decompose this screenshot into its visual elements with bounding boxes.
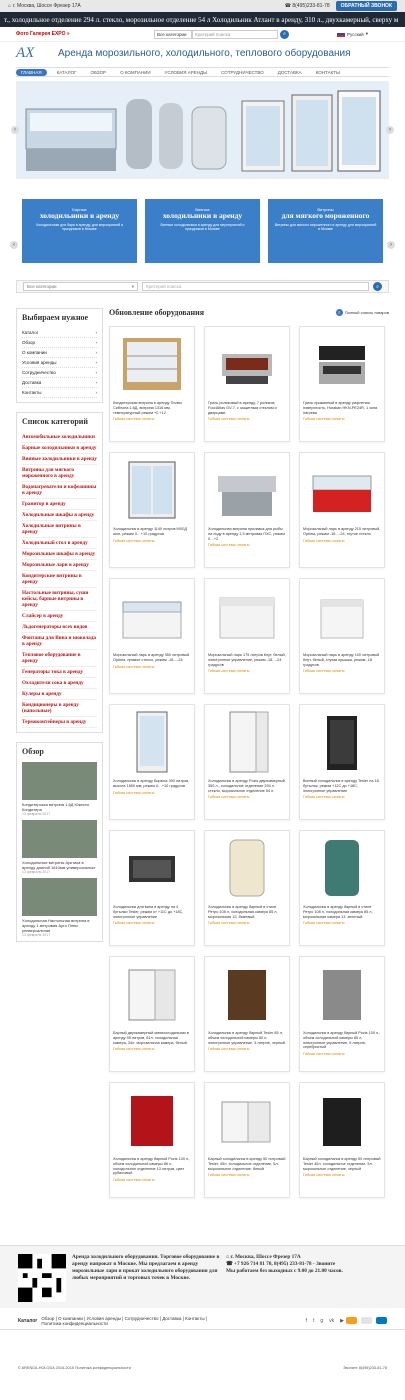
product-photo (115, 836, 189, 900)
home-icon: ⌂ (226, 1254, 230, 1260)
chevron-right-icon: › (95, 360, 97, 365)
product-image[interactable] (113, 834, 191, 902)
catalog-search-input[interactable]: Критерий поиска (142, 282, 369, 291)
review-image[interactable] (22, 820, 97, 858)
nav-item-delivery[interactable]: ДОСТАВКА (277, 69, 302, 75)
product-card[interactable] (204, 578, 290, 694)
chevron-right-icon: › (95, 340, 97, 345)
product-payment-link[interactable]: Гибкая система оплаты (113, 664, 155, 669)
all-products-link[interactable]: ≡ Полный список товаров (336, 309, 389, 316)
product-image[interactable] (113, 456, 191, 524)
product-photo (210, 332, 284, 396)
footer-text: Аренда холодильного оборудования. Торговое оборудование в аренду напрокат в Москве. Мы предлагаем в аренду морозильные лари и прокат холодильного оборудования для любых мероприятий и торговых точек в Москве. (72, 1254, 220, 1281)
product-card[interactable] (204, 956, 290, 1072)
category-item[interactable]: Льдогенераторы всех видов (22, 622, 97, 633)
review-caption[interactable]: Кондитерская витрина 1.6Д Южного Кондитера (22, 802, 90, 812)
product-title[interactable]: Барный холодильник в аренду 50 литровый Tesler 45л. холодильное отделение, 5л. морозильное отделение, черный (303, 1157, 381, 1171)
review-item[interactable] (22, 878, 97, 937)
chevron-right-icon: › (95, 350, 97, 355)
product-image[interactable] (113, 582, 191, 650)
chevron-right-icon: › (95, 380, 97, 385)
product-payment-link[interactable]: Гибкая система оплаты (208, 1173, 250, 1178)
category-select[interactable]: Все категории (154, 30, 192, 39)
product-payment-link[interactable]: Гибкая система оплаты (113, 790, 155, 795)
payment-icons (346, 1317, 387, 1324)
product-title[interactable]: Холодильник в аренду барный в стиле Ретро 108 л, холодильная камера 85 л, морозильная 13, бежевый (208, 905, 278, 919)
top-bar (0, 0, 405, 12)
search-icon: ⌕ (283, 31, 286, 37)
product-image[interactable] (303, 960, 381, 1028)
search-icon: ⌕ (376, 283, 379, 290)
product-title[interactable]: Холодильная витрина прилавок для рыбы на льду в аренду 1,5 метровая ПХС, режим 0…+2 (208, 527, 285, 541)
product-photo (115, 962, 189, 1026)
category-item[interactable]: Кондитерские витрины в аренду (22, 571, 97, 588)
product-photo (210, 458, 284, 522)
product-image[interactable] (208, 1086, 286, 1154)
hero-banner-image (16, 81, 389, 179)
category-item[interactable]: Водонагреватели и кофеашины в аренду (22, 482, 97, 499)
product-title[interactable]: Барный двухкамерный минихолодильник в аренду 95 литров, 61л. холодильная камера, 34л. морозильная камера, белый (113, 1031, 189, 1045)
sidebar-menu-item[interactable] (22, 348, 97, 358)
chevron-right-icon: › (95, 330, 97, 335)
product-title[interactable]: Гриль прижимной в аренду рифленая поверхность, Hurakan HKN-PE24R, 1 зона нагрева (303, 401, 378, 415)
category-item[interactable]: Фонтаны для Вина и шоколада в аренду (22, 633, 97, 650)
product-image[interactable] (208, 708, 286, 776)
product-photo (210, 584, 284, 648)
nav-item-home[interactable]: ГЛАВНАЯ (16, 69, 47, 76)
search-button[interactable] (280, 30, 289, 39)
product-title[interactable]: Холодильник в аренду Бирюса 300 литров, высота 1650 мм, режим 0…+10 градусов (113, 779, 190, 788)
category-item[interactable]: Охладители сока в аренду (22, 678, 97, 689)
product-grid (109, 326, 389, 1198)
product-title[interactable]: Холодильник в аренду барный Pozis 100 л., объем холодильной камеры 86 л, холодильное отделение 13 литров, цвет рубиновый (113, 1157, 191, 1176)
social-links (306, 1318, 344, 1324)
product-card[interactable] (204, 1082, 290, 1198)
category-item[interactable]: Автомобильные холодильники (22, 432, 97, 443)
product-photo (115, 458, 189, 522)
product-title[interactable]: Холодильник в аренду барный Pozis 100 л., объем холодильной камеры 85 л, электронное управление, 5 литров, серебристый (303, 1031, 381, 1050)
review-item[interactable] (22, 820, 97, 874)
sidebar-menu-title: Выбираем нужное (22, 313, 89, 322)
review-widget (16, 742, 103, 942)
nav-item-about[interactable]: О КОМПАНИИ (120, 69, 151, 75)
promo-wine-fridges[interactable]: Винные холодильники в аренду Винные холодильники в аренду для мероприятий и праздников в Москве (145, 199, 260, 263)
sidebar-menu-item[interactable] (22, 328, 97, 338)
product-card[interactable] (299, 956, 385, 1072)
product-card[interactable] (299, 1082, 385, 1198)
review-date: 13 февраля 2017 (22, 870, 51, 874)
phone[interactable]: ☎ 8(495)233-81-78 (284, 3, 330, 9)
product-payment-link[interactable]: Гибкая система оплаты (303, 417, 345, 422)
product-photo (305, 332, 379, 396)
category-item[interactable]: Винные холодильники в аренду (22, 454, 97, 465)
hero-slider[interactable] (16, 81, 389, 179)
category-item[interactable]: Термоконтейнеры в аренду (22, 717, 97, 728)
product-image[interactable] (113, 330, 191, 398)
product-payment-link[interactable]: Гибкая система оплаты (208, 795, 250, 800)
product-photo (305, 458, 379, 522)
product-title[interactable]: Холодильник в аренду Pozis двухкамерный 350 л., холодильное отделение 294 л. стекло, морозильное отделение 54 л. (208, 779, 285, 793)
sidebar-menu-item[interactable] (22, 368, 97, 378)
sidebar-menu (16, 308, 103, 403)
sidebar-menu-label: Каталог (22, 330, 39, 335)
product-image[interactable] (208, 834, 286, 902)
nav-item-catalog[interactable]: КАТАЛОГ (56, 69, 77, 75)
product-image[interactable] (303, 834, 381, 902)
product-payment-link[interactable]: Гибкая система оплаты (303, 669, 345, 674)
product-title[interactable]: Холодильник в аренду барный в стиле Ретро 108 л, холодильная камера 85 л, морозильная камера 13, зеленый (303, 905, 373, 919)
nav-item-terms[interactable]: УСЛОВИЯ АРЕНДЫ (164, 69, 208, 75)
logo[interactable]: AX (16, 44, 35, 61)
product-image[interactable] (303, 456, 381, 524)
product-card[interactable] (109, 830, 195, 946)
chevron-right-icon: › (95, 370, 97, 375)
sidebar-menu-label: Контакты (22, 390, 42, 395)
product-card[interactable] (299, 830, 385, 946)
phone-icon: ☎ (226, 1261, 233, 1267)
category-item[interactable]: Кулеры в аренду (22, 689, 97, 700)
nav-item-review[interactable]: ОБЗОР (90, 69, 107, 75)
product-card[interactable] (204, 326, 290, 442)
category-item[interactable]: Холодильный стол в аренду (22, 538, 97, 549)
facebook-icon[interactable]: f (305, 1317, 307, 1324)
footer-phone[interactable]: Звоните 8(495)233-81-78 (343, 1366, 387, 1370)
category-list-title: Список категорий (22, 417, 89, 426)
news-ticker[interactable]: т., холодильное отделение 294 л. стекло, морозильное отделение 54 л Холодильник Атлант в аренду, 310 л., двухкамерный, сверху м (0, 12, 405, 27)
product-image[interactable] (113, 1086, 191, 1154)
footer-contacts: ⌂ г. Москва, Шоссе Фрезер 17А ☎ +7 926 714 81 70, 8(495) 233-81-78 - Звоните Мы работаем без выходных с 9.00 до 21.00 часов. (226, 1254, 343, 1274)
header-search-row (0, 27, 405, 42)
product-title[interactable]: Холодильник для вина в аренду на 4 бутылки Tesler, режим от +11С до +18С, электронное управление (113, 905, 184, 919)
product-image[interactable] (113, 708, 191, 776)
product-card[interactable] (109, 326, 195, 442)
product-image[interactable] (303, 582, 381, 650)
copyright: © ARENDA-HOLODA 2016-2018 Политика конфиденциальности (18, 1366, 131, 1370)
product-payment-link[interactable]: Гибкая система оплаты (208, 543, 250, 548)
sidebar-menu-label: Сотрудничество (22, 370, 56, 375)
product-card[interactable] (299, 704, 385, 820)
site-title: Аренда морозильного, холодильного, теплового оборудования (58, 47, 351, 59)
youtube-icon[interactable]: ▶ (340, 1317, 344, 1324)
chevron-down-icon: ▾ (131, 283, 134, 289)
promo-next-arrow[interactable]: › (387, 241, 395, 249)
product-title[interactable]: Винный холодильник в аренду Tesler на 18 бутылок, режим +12С до +18С, электронное управление (303, 779, 379, 793)
review-image[interactable] (22, 878, 97, 916)
product-card[interactable] (109, 704, 195, 820)
mastercard-icon (346, 1317, 357, 1324)
visa-icon (361, 1317, 372, 1324)
footer-links (0, 1312, 405, 1330)
chevron-down-icon: ▾ (365, 31, 368, 36)
product-photo (115, 584, 189, 648)
footer-nav-links[interactable]: Обзор | О компании | Условия аренды | Сотрудничество | Доставка | Контакты | Политика конфиденциальности (41, 1315, 208, 1326)
content (109, 308, 389, 1198)
product-payment-link[interactable]: Гибкая система оплаты (208, 921, 250, 926)
product-photo (210, 1088, 284, 1152)
product-image[interactable] (208, 582, 286, 650)
copyright-bar (0, 1366, 405, 1370)
product-photo (305, 962, 379, 1026)
product-payment-link[interactable]: Гибкая система оплаты (303, 1173, 345, 1178)
language-select[interactable]: Русский ▾ (337, 31, 368, 37)
product-payment-link[interactable]: Гибкая система оплаты (113, 1178, 155, 1183)
product-photo (305, 710, 379, 774)
product-payment-link[interactable]: Гибкая система оплаты (113, 538, 155, 543)
product-card[interactable] (204, 704, 290, 820)
product-photo (305, 1088, 379, 1152)
product-title[interactable]: Морозильный ларь в аренду 350 литровый Optima, прямое стекло, режим -18…-24 (113, 653, 190, 662)
product-card[interactable] (109, 1082, 195, 1198)
product-card[interactable] (299, 578, 385, 694)
product-image[interactable] (208, 330, 286, 398)
product-card[interactable] (204, 452, 290, 568)
product-title[interactable]: Барный холодильник в аренду 50 литровый Tesler, 45л. холодильное отделение, 5л. морозильное отделение, белый (208, 1157, 286, 1171)
product-title[interactable]: Морозильный ларь в аренду 100 литровый Кнут, белый, глухая крышка, режим -18 градусов (303, 653, 380, 667)
category-item[interactable]: Слайсер в аренду (22, 611, 97, 622)
sidebar-menu-label: Доставка (22, 380, 42, 385)
sidebar-menu-label: О компании (22, 350, 47, 355)
list-icon: ≡ (336, 309, 343, 316)
twitter-icon[interactable]: t (312, 1317, 315, 1324)
product-photo (115, 332, 189, 396)
qr-code-icon (18, 1254, 66, 1302)
review-item[interactable] (22, 762, 97, 816)
promo-banners (22, 199, 383, 263)
sidebar-menu-label: Обзор (22, 340, 35, 345)
category-item[interactable]: Кондиционеры в аренду (напольные) (22, 700, 97, 717)
sidebar-menu-item[interactable] (22, 378, 97, 388)
category-item[interactable]: Генераторы тока в аренду (22, 667, 97, 678)
google-plus-icon[interactable]: g (320, 1317, 324, 1324)
category-list (16, 412, 103, 733)
main-area (16, 308, 389, 1198)
catalog-category-select[interactable]: Все категории ▾ (23, 282, 138, 291)
product-payment-link[interactable]: Гибкая система оплаты (208, 1047, 250, 1052)
sidebar-menu-item[interactable] (22, 338, 97, 348)
vk-icon[interactable]: vk (329, 1317, 335, 1324)
slider-next-arrow[interactable]: › (386, 126, 394, 134)
product-title[interactable]: Холодильник в аренду барный Tesler 85 л, объем холодильной камеры 80 л, электронное управление, 5 литров, черный (208, 1031, 285, 1045)
product-card[interactable] (109, 956, 195, 1072)
main-nav (16, 67, 389, 77)
product-title[interactable]: Холодильник в аренду 1140 литров МХ0Д шоп, режим 0…+10 градусов (113, 527, 187, 536)
category-item[interactable]: Морозильные шкафы в аренду (22, 549, 97, 560)
product-photo (115, 1088, 189, 1152)
product-photo (210, 836, 284, 900)
product-title[interactable]: Морозильный ларь в аренду 215 литровый, Optima, режим -18…-24, гнутое стекло (303, 527, 381, 536)
category-item[interactable]: Морозильные лари в аренду (22, 560, 97, 571)
review-image[interactable] (22, 762, 97, 800)
product-image[interactable] (208, 456, 286, 524)
product-title[interactable]: Морозильный ларь 175 литров Кнут, белый, электронное управление, режим -18…-24 градусов (208, 653, 286, 667)
product-image[interactable] (303, 1086, 381, 1154)
product-payment-link[interactable]: Гибкая система оплаты (208, 669, 250, 674)
phone-icon: ☎ (284, 3, 292, 9)
product-payment-link[interactable]: Гибкая система оплаты (303, 1052, 345, 1057)
slider-prev-arrow[interactable]: ‹ (11, 126, 19, 134)
promo-prev-arrow[interactable]: ‹ (10, 241, 18, 249)
callback-button[interactable]: ОБРАТНЫЙ ЗВОНОК (336, 1, 397, 11)
product-photo (210, 710, 284, 774)
promo-bar-fridges[interactable]: Барные холодильники в аренду Холодильники для бара в аренду, для мероприятий и праздников в Москве (22, 199, 137, 263)
product-photo (305, 836, 379, 900)
sidebar-menu-item[interactable] (22, 388, 97, 398)
content-title: Обновление оборудования (109, 308, 205, 317)
expo-gallery-link[interactable]: Фото Галерея EXPO » (16, 31, 70, 37)
address: ⌂ г. Москва, Шоссе Фрезер 17А (8, 3, 81, 9)
product-title[interactable]: Кондитерская витрина в аренду Полюс Сиблона 1.6Д, витрина 1316 мм, температурный режим +0 +12 (113, 401, 183, 415)
maestro-icon (376, 1317, 387, 1324)
home-icon: ⌂ (8, 3, 12, 9)
product-image[interactable] (303, 330, 381, 398)
category-item[interactable]: Барные холодильники в аренду (22, 443, 97, 454)
product-payment-link[interactable]: Гибкая система оплаты (113, 1047, 155, 1052)
product-title[interactable]: Гриль роликовый в аренду, 7 роликов, FoodAtlas GV-7, с защитным стеклом и дверцами (208, 401, 277, 415)
product-image[interactable] (303, 708, 381, 776)
product-card[interactable] (299, 452, 385, 568)
product-image[interactable] (208, 960, 286, 1028)
category-item[interactable]: Холодильные шкафы в аренду (22, 510, 97, 521)
product-card[interactable] (204, 830, 290, 946)
product-payment-link[interactable]: Гибкая система оплаты (303, 921, 345, 926)
footer-catalog-link[interactable]: Каталог (18, 1317, 38, 1324)
sidebar-menu-label: Условия аренды (22, 360, 57, 365)
product-payment-link[interactable]: Гибкая система оплаты (303, 795, 345, 800)
review-date: 13 февраля 2017 (22, 812, 51, 816)
nav-item-cooperation[interactable]: СОТРУДНИЧЕСТВО (221, 69, 264, 75)
sidebar-menu-item[interactable] (22, 358, 97, 368)
review-date: 13 февраля 2017 (22, 933, 51, 937)
category-item[interactable]: Тепловое оборудование в аренду (22, 650, 97, 667)
sidebar (16, 308, 103, 1198)
review-caption[interactable]: Холодильная Настольная витрина в аренду 1 метровая Арго Плюс универсальная (22, 918, 90, 933)
product-photo (305, 584, 379, 648)
category-item[interactable]: Настольные витрины, суши кейсы, барные витрины в аренду (22, 588, 97, 611)
footer-info (0, 1245, 405, 1308)
category-item[interactable]: Витрины для мягкого мороженного в аренду (22, 465, 97, 482)
review-title: Обзор (22, 747, 44, 756)
product-payment-link[interactable]: Гибкая система оплаты (113, 417, 155, 422)
category-item[interactable]: Холодильные витрины в аренду (22, 521, 97, 538)
product-card[interactable] (109, 452, 195, 568)
promo-soft-icecream[interactable]: Витрины для мягкого мороженного Витрины для мягкого мороженного в аренду для мероприятий в Москве (268, 199, 383, 263)
catalog-search-button[interactable] (373, 282, 382, 291)
product-card[interactable] (109, 578, 195, 694)
product-photo (210, 962, 284, 1026)
product-payment-link[interactable]: Гибкая система оплаты (303, 538, 345, 543)
product-image[interactable] (113, 960, 191, 1028)
site-header (0, 42, 405, 64)
chevron-right-icon: › (95, 390, 97, 395)
catalog-search (16, 280, 389, 293)
product-payment-link[interactable]: Гибкая система оплаты (113, 921, 155, 926)
russia-flag-icon (337, 31, 345, 37)
product-card[interactable] (299, 326, 385, 442)
product-payment-link[interactable]: Гибкая система оплаты (208, 417, 250, 422)
product-photo (115, 710, 189, 774)
search-input[interactable]: Критерий поиска (192, 30, 278, 39)
review-caption[interactable]: Холодильные витрины Арктика в аренду длиной 1610мм универсальные (22, 860, 96, 870)
nav-item-contacts[interactable]: КОНТАКТЫ (315, 69, 340, 75)
category-item[interactable]: Гранитор в аренду (22, 499, 97, 510)
